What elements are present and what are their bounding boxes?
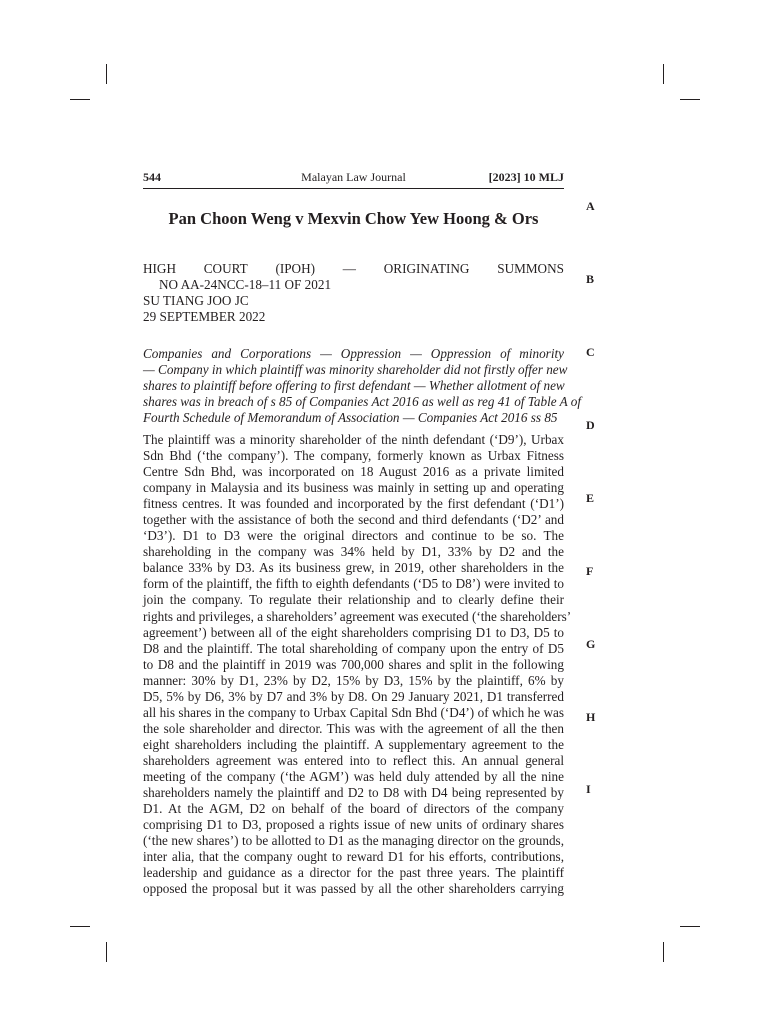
catchwords-line: shares was in breach of s 85 of Companies Act 2016 as well as reg 41 of Table A of [143, 394, 582, 409]
body-line: form of the plaintiff, the fifth to eighth defendants (‘D5 to D8’) were invited to [143, 576, 564, 592]
court-line-word: HIGH [143, 261, 176, 276]
body-line: eight shareholders including the plaintiff. A supplementary agreement to the [143, 736, 564, 752]
margin-letter: G [586, 637, 596, 651]
court-line [143, 261, 564, 277]
court-line-word: (IPOH) [275, 261, 315, 276]
body-line: manner: 30% by D1, 23% by D2, 15% by D3, 15% by the plaintiff, 6% by [143, 672, 564, 688]
body-line: join the company. To regulate their relationship and to clearly define their [143, 592, 564, 608]
body-line: leadership and guidance as a director for the past three years. The plaintiff [143, 865, 564, 881]
body-line: fitness centres. It was founded and incorporated by the first defendant (‘D1’) [143, 496, 564, 512]
crop-mark-bottom-right-vertical [663, 942, 664, 962]
body-line: meeting of the company (‘the AGM’) was held duly attended by all the nine [143, 768, 564, 784]
crop-mark-bottom-left-horizontal [70, 926, 90, 927]
case-number: NO AA-24NCC-18–11 OF 2021 [159, 277, 332, 292]
catchwords-line: — Company in which plaintiff was minority shareholder did not firstly offer new [143, 362, 568, 377]
court-line-word: ORIGINATING [383, 261, 470, 276]
body-line: D5, 5% by D6, 3% by D7 and 3% by D8. On 29 January 2021, D1 transferred [143, 688, 564, 704]
body-line: shareholders namely the plaintiff and D2 to D8 with D4 being represented by [143, 785, 564, 801]
margin-letter: I [586, 782, 591, 796]
court-line-word: — [342, 261, 356, 276]
catchwords-line: Fourth Schedule of Memorandum of Association — Companies Act 2016 ss 85 [143, 410, 558, 425]
catchwords-line: Companies and Corporations — Oppression — Oppression of minority [143, 346, 564, 361]
crop-mark-bottom-right-horizontal [680, 926, 700, 927]
body-line: together with the assistance of both the second and third defendants (‘D2’ and [143, 512, 564, 528]
crop-mark-top-left-horizontal [70, 99, 90, 100]
body-line: the sole shareholder and director. This was with the agreement of all the then [143, 720, 564, 736]
crop-mark-top-right-horizontal [680, 99, 700, 100]
court-details [143, 261, 564, 325]
body-line: all his shares in the company to Urbax Capital Sdn Bhd (‘D4’) of which he was [143, 704, 564, 720]
body-line: (‘the new shares’) to be allotted to D1 as the managing director on the grounds, [143, 833, 564, 849]
margin-letter: E [586, 491, 595, 505]
running-header [143, 170, 564, 186]
crop-mark-top-left-vertical [106, 64, 107, 84]
judgment-date: 29 SEPTEMBER 2022 [143, 309, 266, 324]
catchwords [143, 346, 582, 426]
body-line: Sdn Bhd (‘the company’). The company, formerly known as Urbax Fitness [143, 448, 564, 464]
citation: [2023] 10 MLJ [488, 170, 564, 184]
margin-letter: H [586, 710, 596, 724]
catchwords-line: shares to plaintiff before offering to first defendant — Whether allotment of new [143, 378, 565, 393]
judge-name: SU TIANG JOO JC [143, 293, 249, 308]
margin-letter: A [586, 199, 595, 213]
court-line-word: COURT [203, 261, 248, 276]
body-line: shareholding in the company was 34% held by D1, 33% by D2 and the [143, 544, 564, 560]
page-number: 544 [143, 170, 161, 184]
header-rule [143, 188, 564, 189]
body-line: rights and privileges, a shareholders’ agreement was executed (‘the shareholders’ [143, 608, 572, 624]
case-title: Pan Choon Weng v Mexvin Chow Yew Hoong & Ors [168, 209, 539, 228]
body-line: opposed the proposal but it was passed by all the other shareholders carrying [143, 881, 564, 897]
margin-letter: B [586, 272, 595, 286]
body-line: to D8 and the plaintiff in 2019 was 700,000 shares and split in the following [143, 656, 564, 672]
body-line: shareholders agreement was entered into to reflect this. An annual general [143, 752, 564, 768]
body-line: company in Malaysia and its business was mainly in setting up and operating [143, 480, 564, 496]
body-line: D8 and the plaintiff. The total shareholding of company upon the entry of D5 [143, 640, 564, 656]
margin-letter: D [586, 418, 595, 432]
body-line: inter alia, that the company ought to reward D1 for his efforts, contributions, [143, 849, 564, 865]
headnote-body [143, 432, 572, 897]
body-line: Centre Sdn Bhd, was incorporated on 18 August 2016 as a private limited [143, 464, 564, 480]
body-line: agreement’) between all of the eight shareholders comprising D1 to D3, D5 to [143, 624, 564, 640]
margin-letter: C [586, 345, 595, 359]
court-line-word: SUMMONS [497, 261, 564, 276]
body-line: ‘D3’). D1 to D3 were the original directors and continue to be so. The [143, 528, 564, 544]
crop-mark-top-right-vertical [663, 64, 664, 84]
body-line: balance 33% by D3. As its business grew, in 2019, other shareholders in the [143, 560, 564, 576]
body-line: comprising D1 to D3, proposed a rights issue of new units of ordinary shares [143, 817, 564, 833]
body-line: D1. At the AGM, D2 on behalf of the board of directors of the company [143, 801, 564, 817]
margin-letter: F [586, 564, 594, 578]
body-line: The plaintiff was a minority shareholder of the ninth defendant (‘D9’), Urbax [143, 432, 564, 447]
journal-name: Malayan Law Journal [301, 170, 406, 184]
crop-mark-bottom-left-vertical [106, 942, 107, 962]
